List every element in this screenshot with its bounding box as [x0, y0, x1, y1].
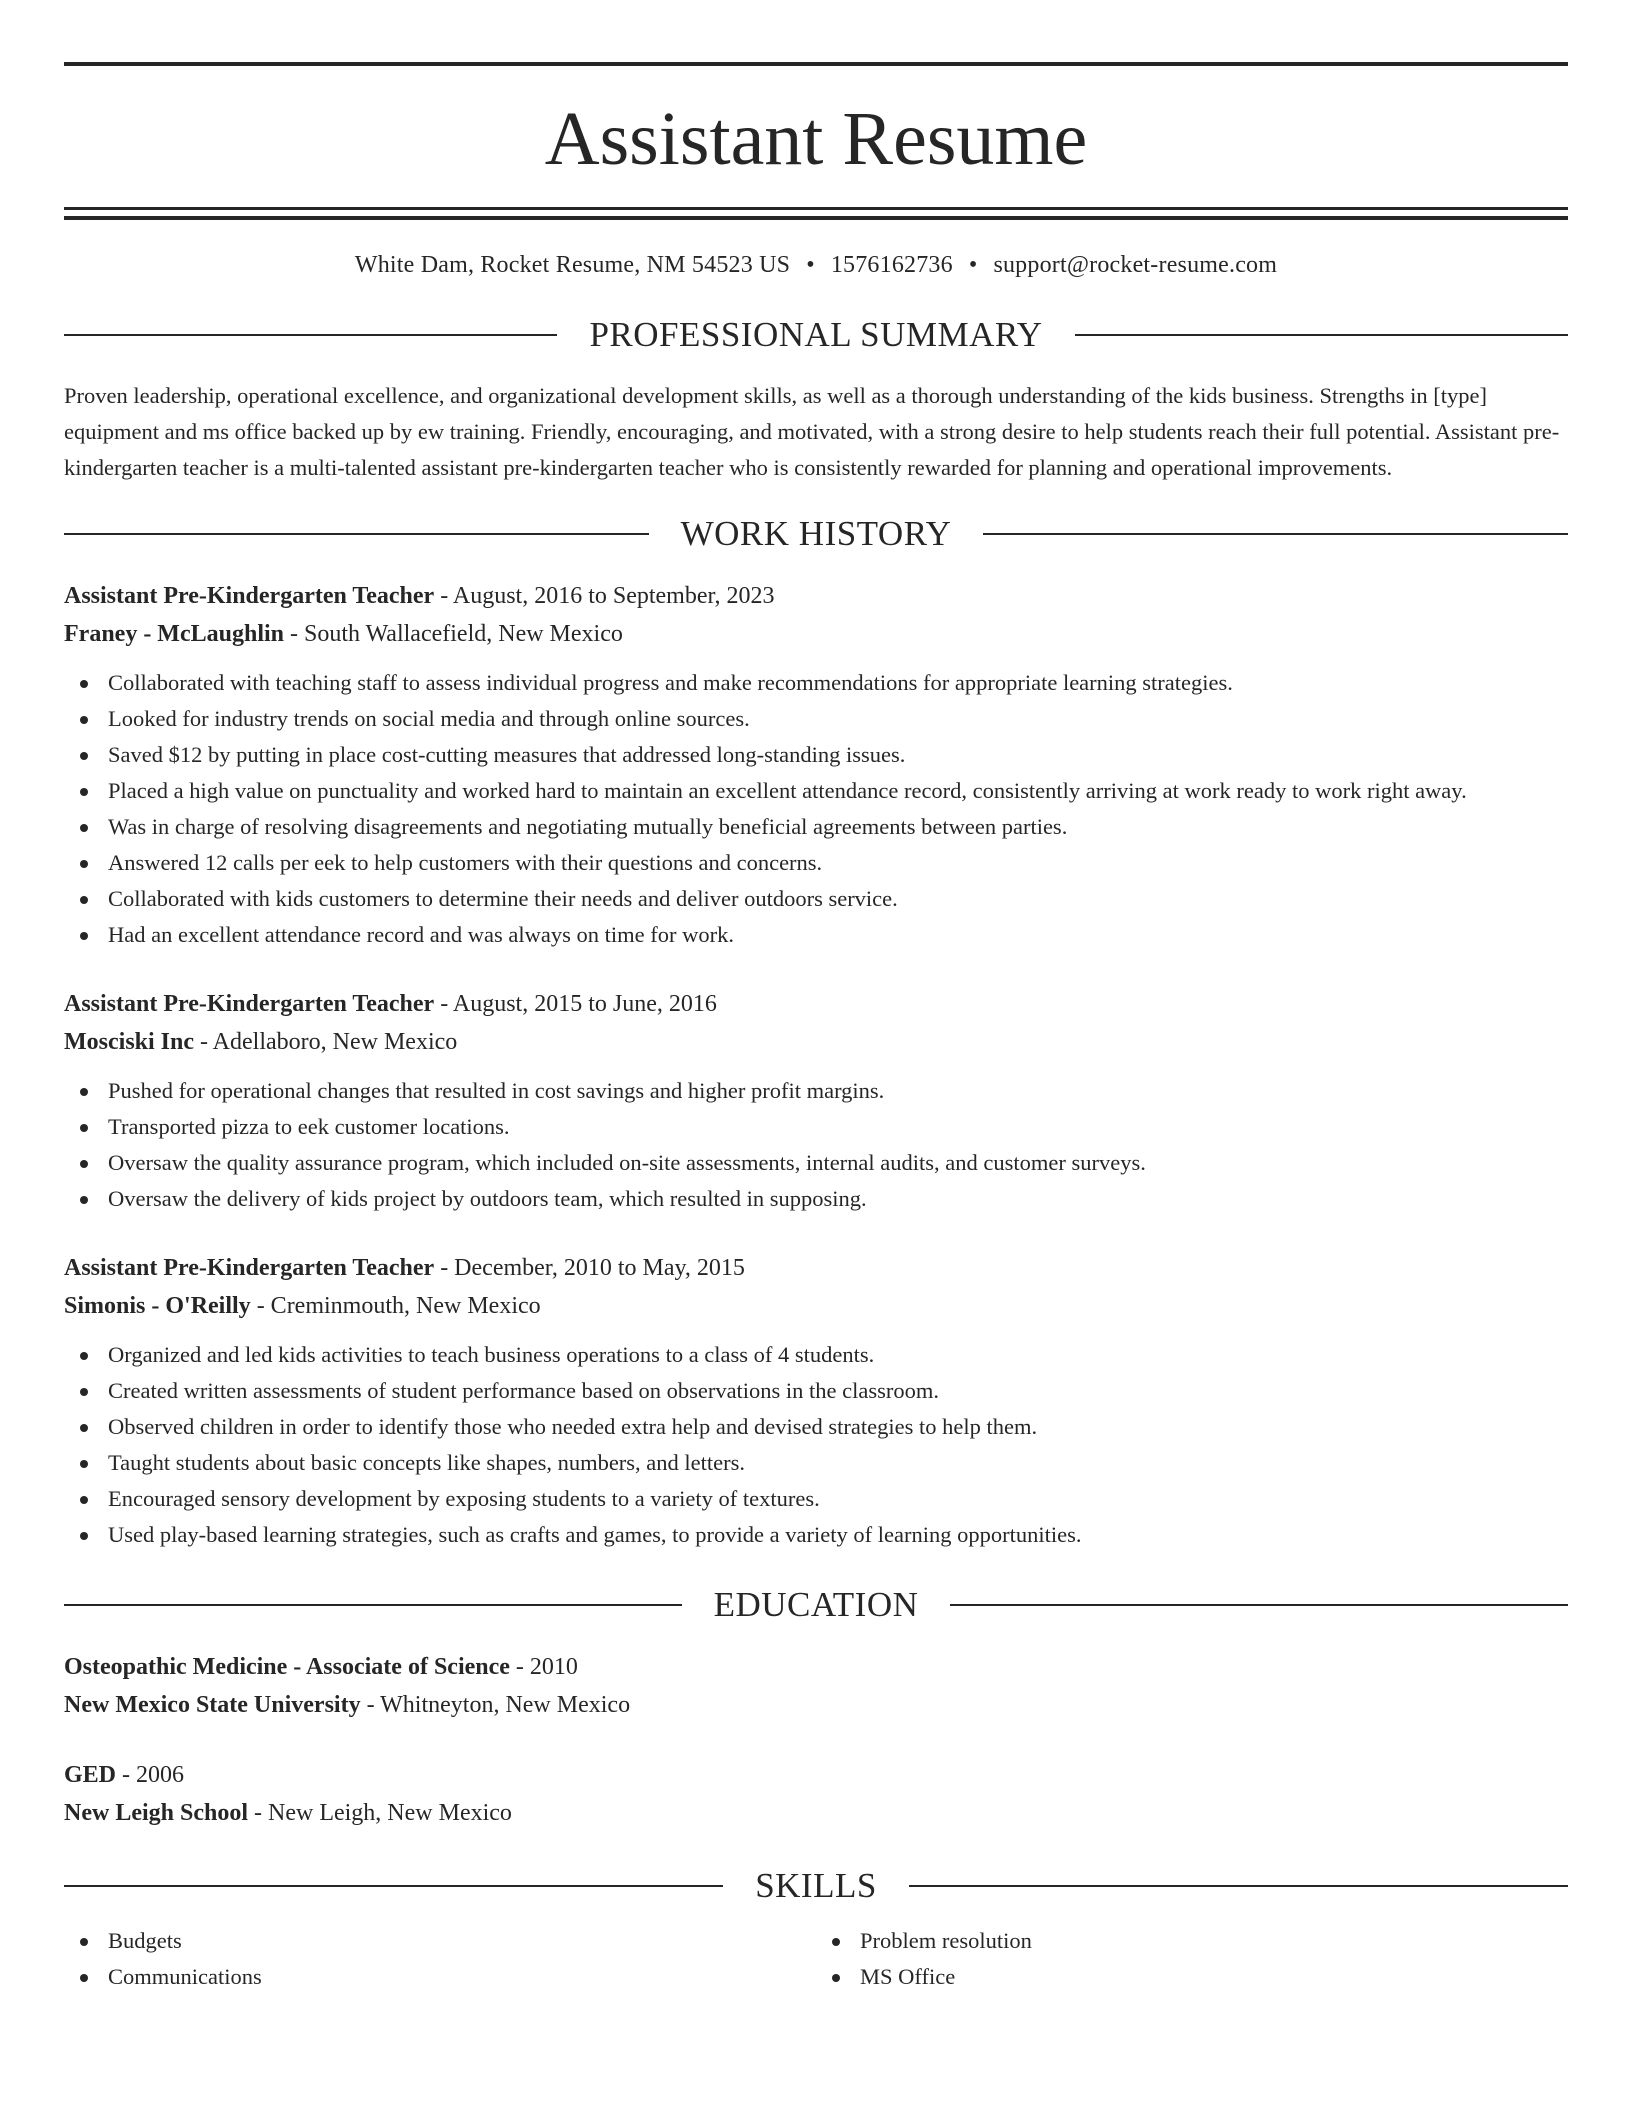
education-entry: [64, 1756, 1568, 1832]
section-rule: [64, 1885, 723, 1887]
section-title-education: EDUCATION: [713, 1585, 919, 1625]
education-location: - New Leigh, New Mexico: [248, 1800, 512, 1827]
education-degree-line: [64, 1756, 1568, 1794]
job-title-line: [64, 1249, 1568, 1287]
section-rule: [909, 1885, 1568, 1887]
education-school: New Leigh School: [64, 1800, 249, 1827]
job-title: Assistant Pre-Kindergarten Teacher: [64, 583, 435, 610]
section-header-skills: [64, 1866, 1568, 1906]
education-degree-line: [64, 1648, 1568, 1686]
section-rule: [983, 533, 1568, 535]
job-bullet-item: Was in charge of resolving disagreements and negotiating mutually beneficial agreements between parties.: [64, 809, 1568, 845]
job-bullets: [64, 1337, 1568, 1553]
job-bullet-item: Encouraged sensory development by exposing students to a variety of textures.: [64, 1481, 1568, 1517]
section-title-work: WORK HISTORY: [680, 514, 952, 554]
skills-columns: [64, 1923, 1568, 1995]
job-company: Mosciski Inc: [64, 1029, 195, 1056]
job-bullet-item: Pushed for operational changes that resulted in cost savings and higher profit margins.: [64, 1073, 1568, 1109]
skill-item: Communications: [64, 1959, 816, 1995]
education-year: - 2010: [509, 1654, 578, 1681]
education-location: - Whitneyton, New Mexico: [360, 1692, 631, 1719]
skills-list-right: [816, 1923, 1568, 1995]
skill-item: Budgets: [64, 1923, 816, 1959]
education-school-line: [64, 1794, 1568, 1832]
skills-column-left: [64, 1923, 816, 1995]
section-header-summary: [64, 315, 1568, 355]
section-rule: [1075, 334, 1568, 336]
job-bullet-item: Placed a high value on punctuality and worked hard to maintain an excellent attendance record, consistently arriving at work ready to work right away.: [64, 773, 1568, 809]
contact-separator: •: [968, 252, 978, 278]
summary-text: Proven leadership, operational excellence, and organizational development skills, as well as a thorough understanding of the kids business. Strengths in [type] equipment and ms office backed up by ew training. Friendly, encouraging, and motivated, with a strong desire to help students reach their full potential. Assistant pre-kindergarten teacher is a multi-talented assistant pre-kindergarten teacher who is consistently rewarded for planning and operational improvements.: [64, 383, 1560, 481]
contact-address: White Dam, Rocket Resume, NM 54523 US: [354, 252, 791, 278]
job-entry: [64, 985, 1568, 1217]
education-degree: Osteopathic Medicine - Associate of Science: [64, 1654, 510, 1681]
job-company-line: [64, 615, 1568, 653]
work-history-list: [64, 577, 1568, 1553]
job-title-line: [64, 985, 1568, 1023]
section-title-summary: PROFESSIONAL SUMMARY: [589, 315, 1043, 355]
job-location: - Adellaboro, New Mexico: [194, 1029, 458, 1056]
education-year: - 2006: [116, 1762, 185, 1789]
education-degree: GED: [64, 1762, 117, 1789]
job-title: Assistant Pre-Kindergarten Teacher: [64, 991, 435, 1018]
job-bullet-item: Answered 12 calls per eek to help customers with their questions and concerns.: [64, 845, 1568, 881]
contact-phone: 1576162736: [830, 252, 953, 278]
education-school-line: [64, 1686, 1568, 1724]
job-bullet-item: Taught students about basic concepts like shapes, numbers, and letters.: [64, 1445, 1568, 1481]
contact-separator: •: [806, 252, 815, 278]
job-dates: - August, 2016 to September, 2023: [434, 583, 775, 610]
job-location: - Creminmouth, New Mexico: [250, 1293, 541, 1320]
section-title-skills: SKILLS: [755, 1866, 877, 1906]
education-list: [64, 1648, 1568, 1832]
contact-email: support@rocket-resume.com: [993, 252, 1278, 278]
education-school: New Mexico State University: [64, 1692, 361, 1719]
job-company-line: [64, 1287, 1568, 1325]
job-location: - South Wallacefield, New Mexico: [284, 621, 623, 648]
job-bullet-item: Observed children in order to identify those who needed extra help and devised strategies to help them.: [64, 1409, 1568, 1445]
section-header-education: [64, 1585, 1568, 1625]
job-bullet-item: Had an excellent attendance record and was always on time for work.: [64, 917, 1568, 953]
section-header-work: [64, 514, 1568, 554]
job-company: Franey - McLaughlin: [64, 621, 284, 648]
job-company: Simonis - O'Reilly: [64, 1293, 251, 1320]
education-entry: [64, 1648, 1568, 1724]
job-bullet-item: Collaborated with kids customers to determine their needs and deliver outdoors service.: [64, 881, 1568, 917]
job-title: Assistant Pre-Kindergarten Teacher: [64, 1255, 435, 1282]
skills-list-left: [64, 1923, 816, 1995]
job-bullets: [64, 1073, 1568, 1217]
job-entry: [64, 577, 1568, 953]
section-rule: [64, 334, 557, 336]
job-bullet-item: Oversaw the quality assurance program, which included on-site assessments, internal audits, and customer surveys.: [64, 1145, 1568, 1181]
job-title-line: [64, 577, 1568, 615]
resume-title: Assistant Resume: [544, 97, 1088, 181]
skills-column-right: [816, 1923, 1568, 1995]
job-bullet-item: Collaborated with teaching staff to assess individual progress and make recommendations for appropriate learning strategies.: [64, 665, 1568, 701]
skill-item: Problem resolution: [816, 1923, 1568, 1959]
job-bullets: [64, 665, 1568, 953]
job-bullet-item: Oversaw the delivery of kids project by outdoors team, which resulted in supposing.: [64, 1181, 1568, 1217]
job-entry: [64, 1249, 1568, 1553]
title-double-rule: [64, 207, 1568, 220]
job-dates: - August, 2015 to June, 2016: [434, 991, 717, 1018]
skill-item: MS Office: [816, 1959, 1568, 1995]
job-bullet-item: Organized and led kids activities to teach business operations to a class of 4 students.: [64, 1337, 1568, 1373]
job-bullet-item: Used play-based learning strategies, such as crafts and games, to provide a variety of learning opportunities.: [64, 1517, 1568, 1553]
job-bullet-item: Created written assessments of student performance based on observations in the classroom.: [64, 1373, 1568, 1409]
top-rule: [64, 62, 1568, 66]
section-rule: [64, 533, 649, 535]
job-company-line: [64, 1023, 1568, 1061]
job-dates: - December, 2010 to May, 2015: [434, 1255, 745, 1282]
job-bullet-item: Transported pizza to eek customer locations.: [64, 1109, 1568, 1145]
contact-line: [64, 250, 1568, 281]
section-rule: [950, 1604, 1568, 1606]
job-bullet-item: Saved $12 by putting in place cost-cutting measures that addressed long-standing issues.: [64, 737, 1568, 773]
section-rule: [64, 1604, 682, 1606]
job-bullet-item: Looked for industry trends on social media and through online sources.: [64, 701, 1568, 737]
